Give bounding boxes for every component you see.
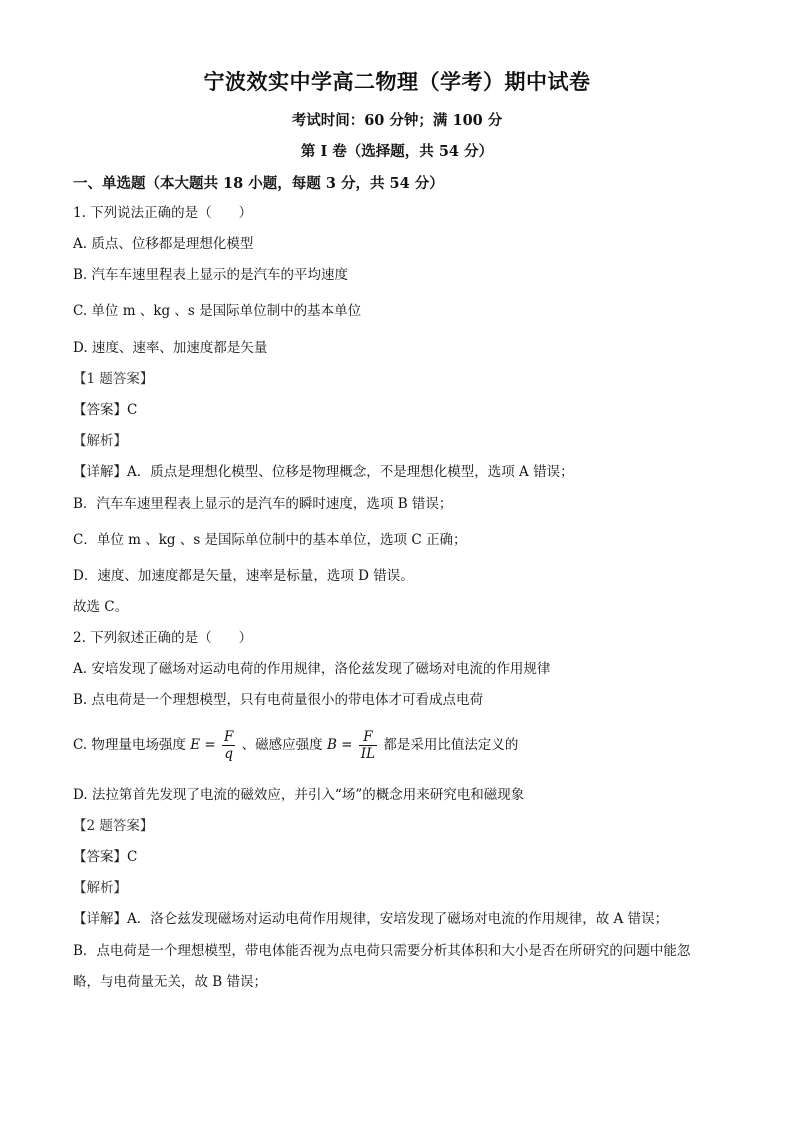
question-1-option-d: D. 速度、速率、加速度都是矢量 bbox=[73, 340, 268, 356]
question-2-analysis-tag: 【解析】 bbox=[73, 880, 127, 896]
electric-field-symbol: E = bbox=[190, 737, 216, 753]
section-heading: 一、单选题（本大题共 18 小题，每题 3 分，共 54 分） bbox=[73, 175, 444, 192]
option-c-middle: 、磁感应强度 bbox=[241, 737, 323, 753]
question-1-explanation-line: C．单位 m 、kg 、s 是国际单位制中的基本单位，选项 C 正确； bbox=[73, 532, 467, 548]
part-heading: 第 I 卷（选择题，共 54 分） bbox=[300, 143, 494, 160]
question-1-explanation-line: 【详解】A．质点是理想化模型、位移是物理概念，不是理想化模型，选项 A 错误； bbox=[73, 464, 574, 480]
question-2-answer-tag: 【2 题答案】 bbox=[73, 818, 154, 834]
question-1-option-a: A. 质点、位移都是理想化模型 bbox=[73, 236, 254, 252]
fraction-denominator: IL bbox=[360, 746, 376, 762]
exam-info: 考试时间：60 分钟；满 100 分 bbox=[291, 112, 503, 129]
question-2-explanation-line: 略，与电荷量无关，故 B 错误； bbox=[73, 974, 268, 990]
question-1-analysis-tag: 【解析】 bbox=[73, 433, 127, 449]
option-c-prefix: C. 物理量电场强度 bbox=[73, 737, 186, 753]
fraction-numerator: F bbox=[224, 729, 234, 745]
question-1-conclusion: 故选 C。 bbox=[73, 599, 129, 615]
question-1-explanation-line: B．汽车车速里程表上显示的是汽车的瞬时速度，选项 B 错误； bbox=[73, 496, 453, 512]
question-1-option-b: B. 汽车车速里程表上显示的是汽车的平均速度 bbox=[73, 267, 349, 283]
magnetic-field-fraction bbox=[359, 729, 377, 762]
question-1-explanation-line: D．速度、加速度都是矢量，速率是标量，选项 D 错误。 bbox=[73, 568, 414, 584]
question-1-option-c: C. 单位 m 、kg 、s 是国际单位制中的基本单位 bbox=[73, 303, 362, 319]
question-1-answer: 【答案】C bbox=[73, 402, 138, 418]
question-2-stem: 2. 下列叙述正确的是（ ） bbox=[73, 630, 253, 646]
question-2-option-d: D. 法拉第首先发现了电流的磁效应，并引入“场”的概念用来研究电和磁现象 bbox=[73, 787, 525, 803]
question-2-option-c bbox=[73, 728, 518, 762]
magnetic-field-symbol: B = bbox=[326, 737, 353, 753]
question-2-option-a: A. 安培发现了磁场对运动电荷的作用规律，洛伦兹发现了磁场对电流的作用规律 bbox=[73, 661, 551, 677]
question-2-explanation-line: 【详解】A．洛仑兹发现磁场对运动电荷作用规律，安培发现了磁场对电流的作用规律，故 A 错误； bbox=[73, 911, 669, 927]
question-1-stem: 1. 下列说法正确的是（ ） bbox=[73, 205, 253, 221]
exam-title: 宁波效实中学高二物理（学考）期中试卷 bbox=[203, 69, 591, 94]
fraction-denominator: q bbox=[224, 746, 234, 762]
option-c-suffix: 都是采用比值法定义的 bbox=[383, 737, 519, 753]
question-2-answer: 【答案】C bbox=[73, 849, 138, 865]
fraction-numerator: F bbox=[359, 729, 377, 746]
electric-field-fraction bbox=[222, 729, 235, 762]
question-1-answer-tag: 【1 题答案】 bbox=[73, 371, 154, 387]
question-2-explanation-line: B．点电荷是一个理想模型，带电体能否视为点电荷只需要分析其体积和大小是否在所研究的问题中能忽 bbox=[73, 943, 691, 959]
question-2-option-b: B. 点电荷是一个理想模型，只有电荷量很小的带电体才可看成点电荷 bbox=[73, 692, 484, 708]
